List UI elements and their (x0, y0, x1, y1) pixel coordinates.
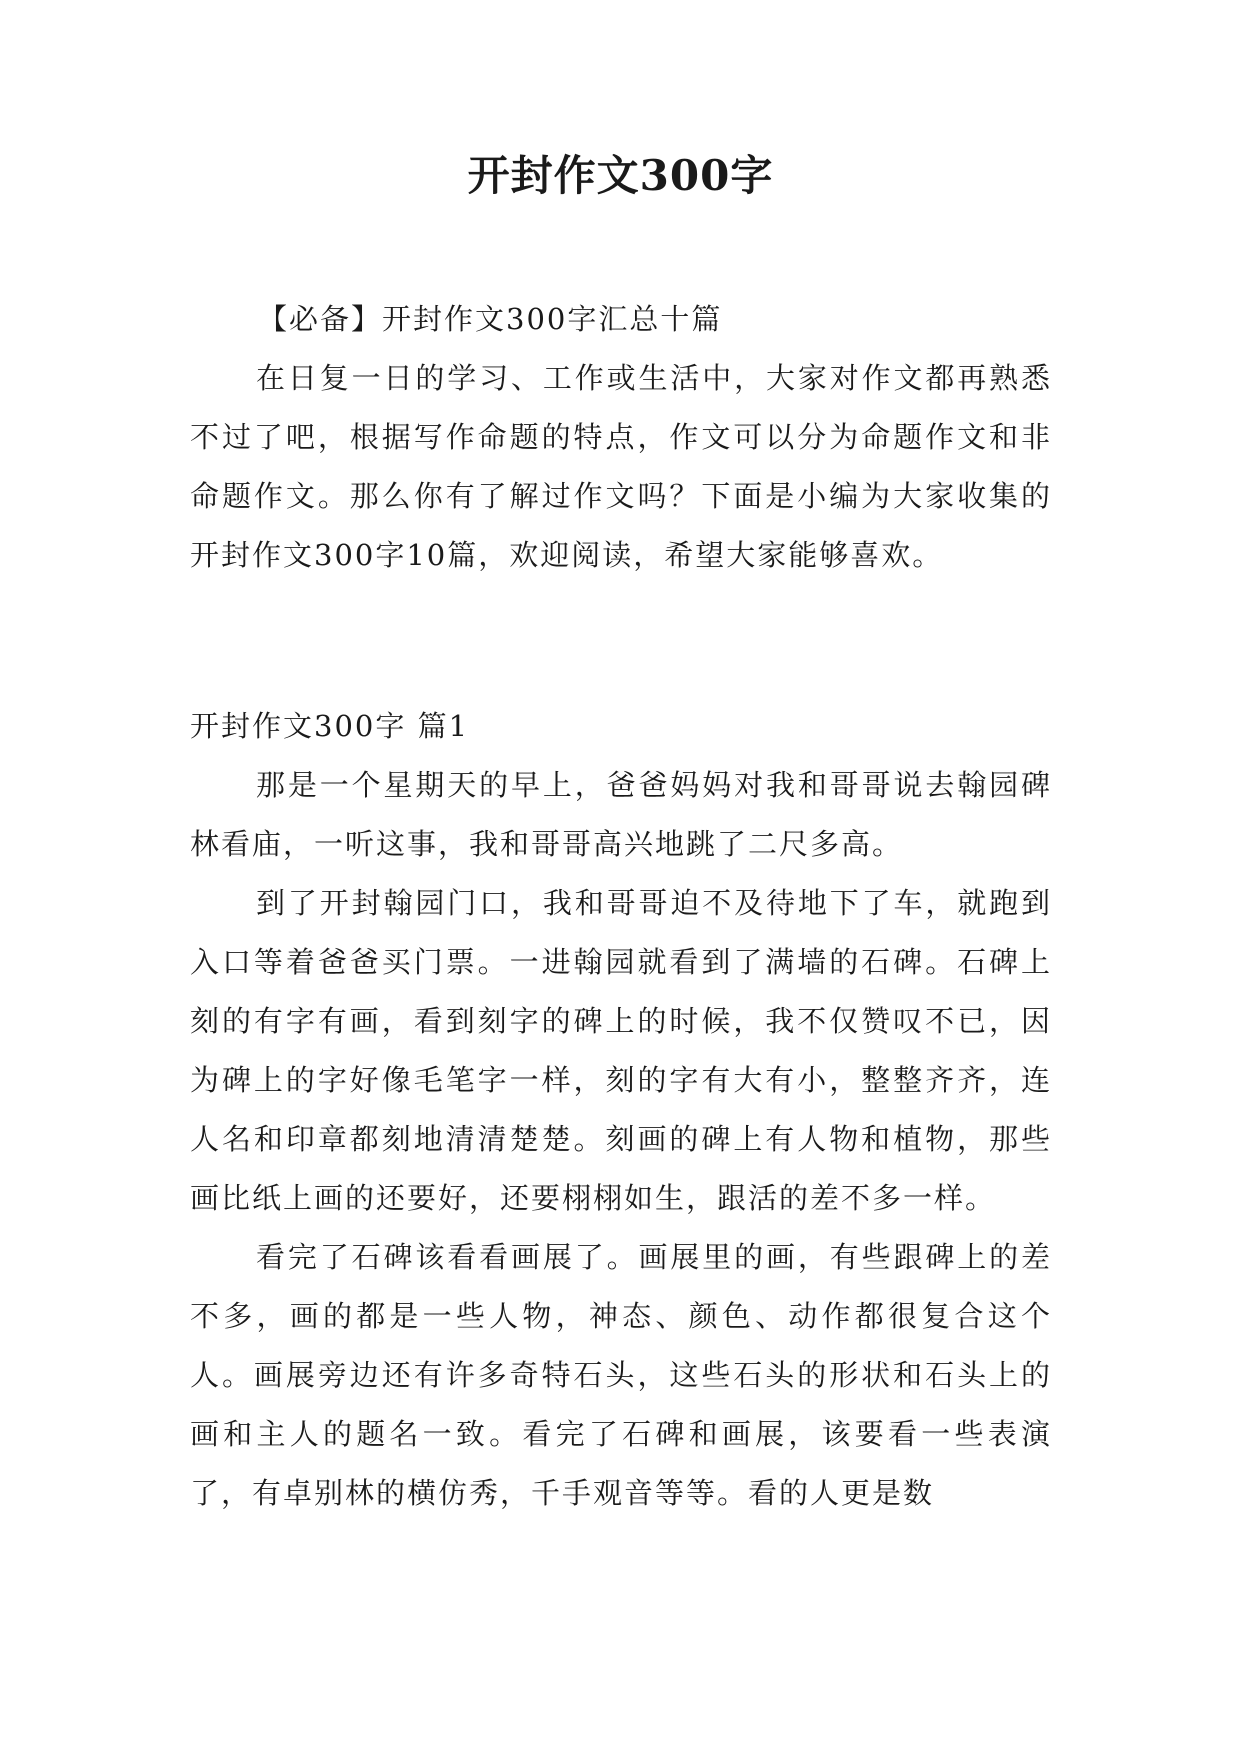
section-body (190, 756, 1052, 1523)
intro-paragraph: 在日复一日的学习、工作或生活中，大家对作文都再熟悉不过了吧，根据写作命题的特点，作文可以分为命题作文和非命题作文。那么你有了解过作文吗？下面是小编为大家收集的开封作文300字10篇，欢迎阅读，希望大家能够喜欢。 (190, 361, 1052, 572)
intro-heading: 【必备】开封作文300字汇总十篇 (258, 302, 723, 336)
section-paragraph-2: 到了开封翰园门口，我和哥哥迫不及待地下了车，就跑到入口等着爸爸买门票。一进翰园就看到了满墙的石碑。石碑上刻的有字有画，看到刻字的碑上的时候，我不仅赞叹不已，因为碑上的字好像毛笔字一样，刻的字有大有小，整整齐齐，连人名和印章都刻地清清楚楚。刻画的碑上有人物和植物，那些画比纸上画的还要好，还要栩栩如生，跟活的差不多一样。 (190, 886, 1052, 1215)
document-title: 开封作文300字 (467, 151, 774, 200)
intro-section (190, 349, 1052, 585)
section-paragraph-1: 那是一个星期天的早上，爸爸妈妈对我和哥哥说去翰园碑林看庙，一听这事，我和哥哥高兴地跳了二尺多高。 (190, 768, 1052, 861)
section-heading: 开封作文300字 篇1 (190, 709, 470, 743)
section-paragraph-3: 看完了石碑该看看画展了。画展里的画，有些跟碑上的差不多，画的都是一些人物，神态、颜色、动作都很复合这个人。画展旁边还有许多奇特石头，这些石头的形状和石头上的画和主人的题名一致。看完了石碑和画展，该要看一些表演了，有卓别林的横仿秀，千手观音等等。看的人更是数 (190, 1240, 1052, 1510)
